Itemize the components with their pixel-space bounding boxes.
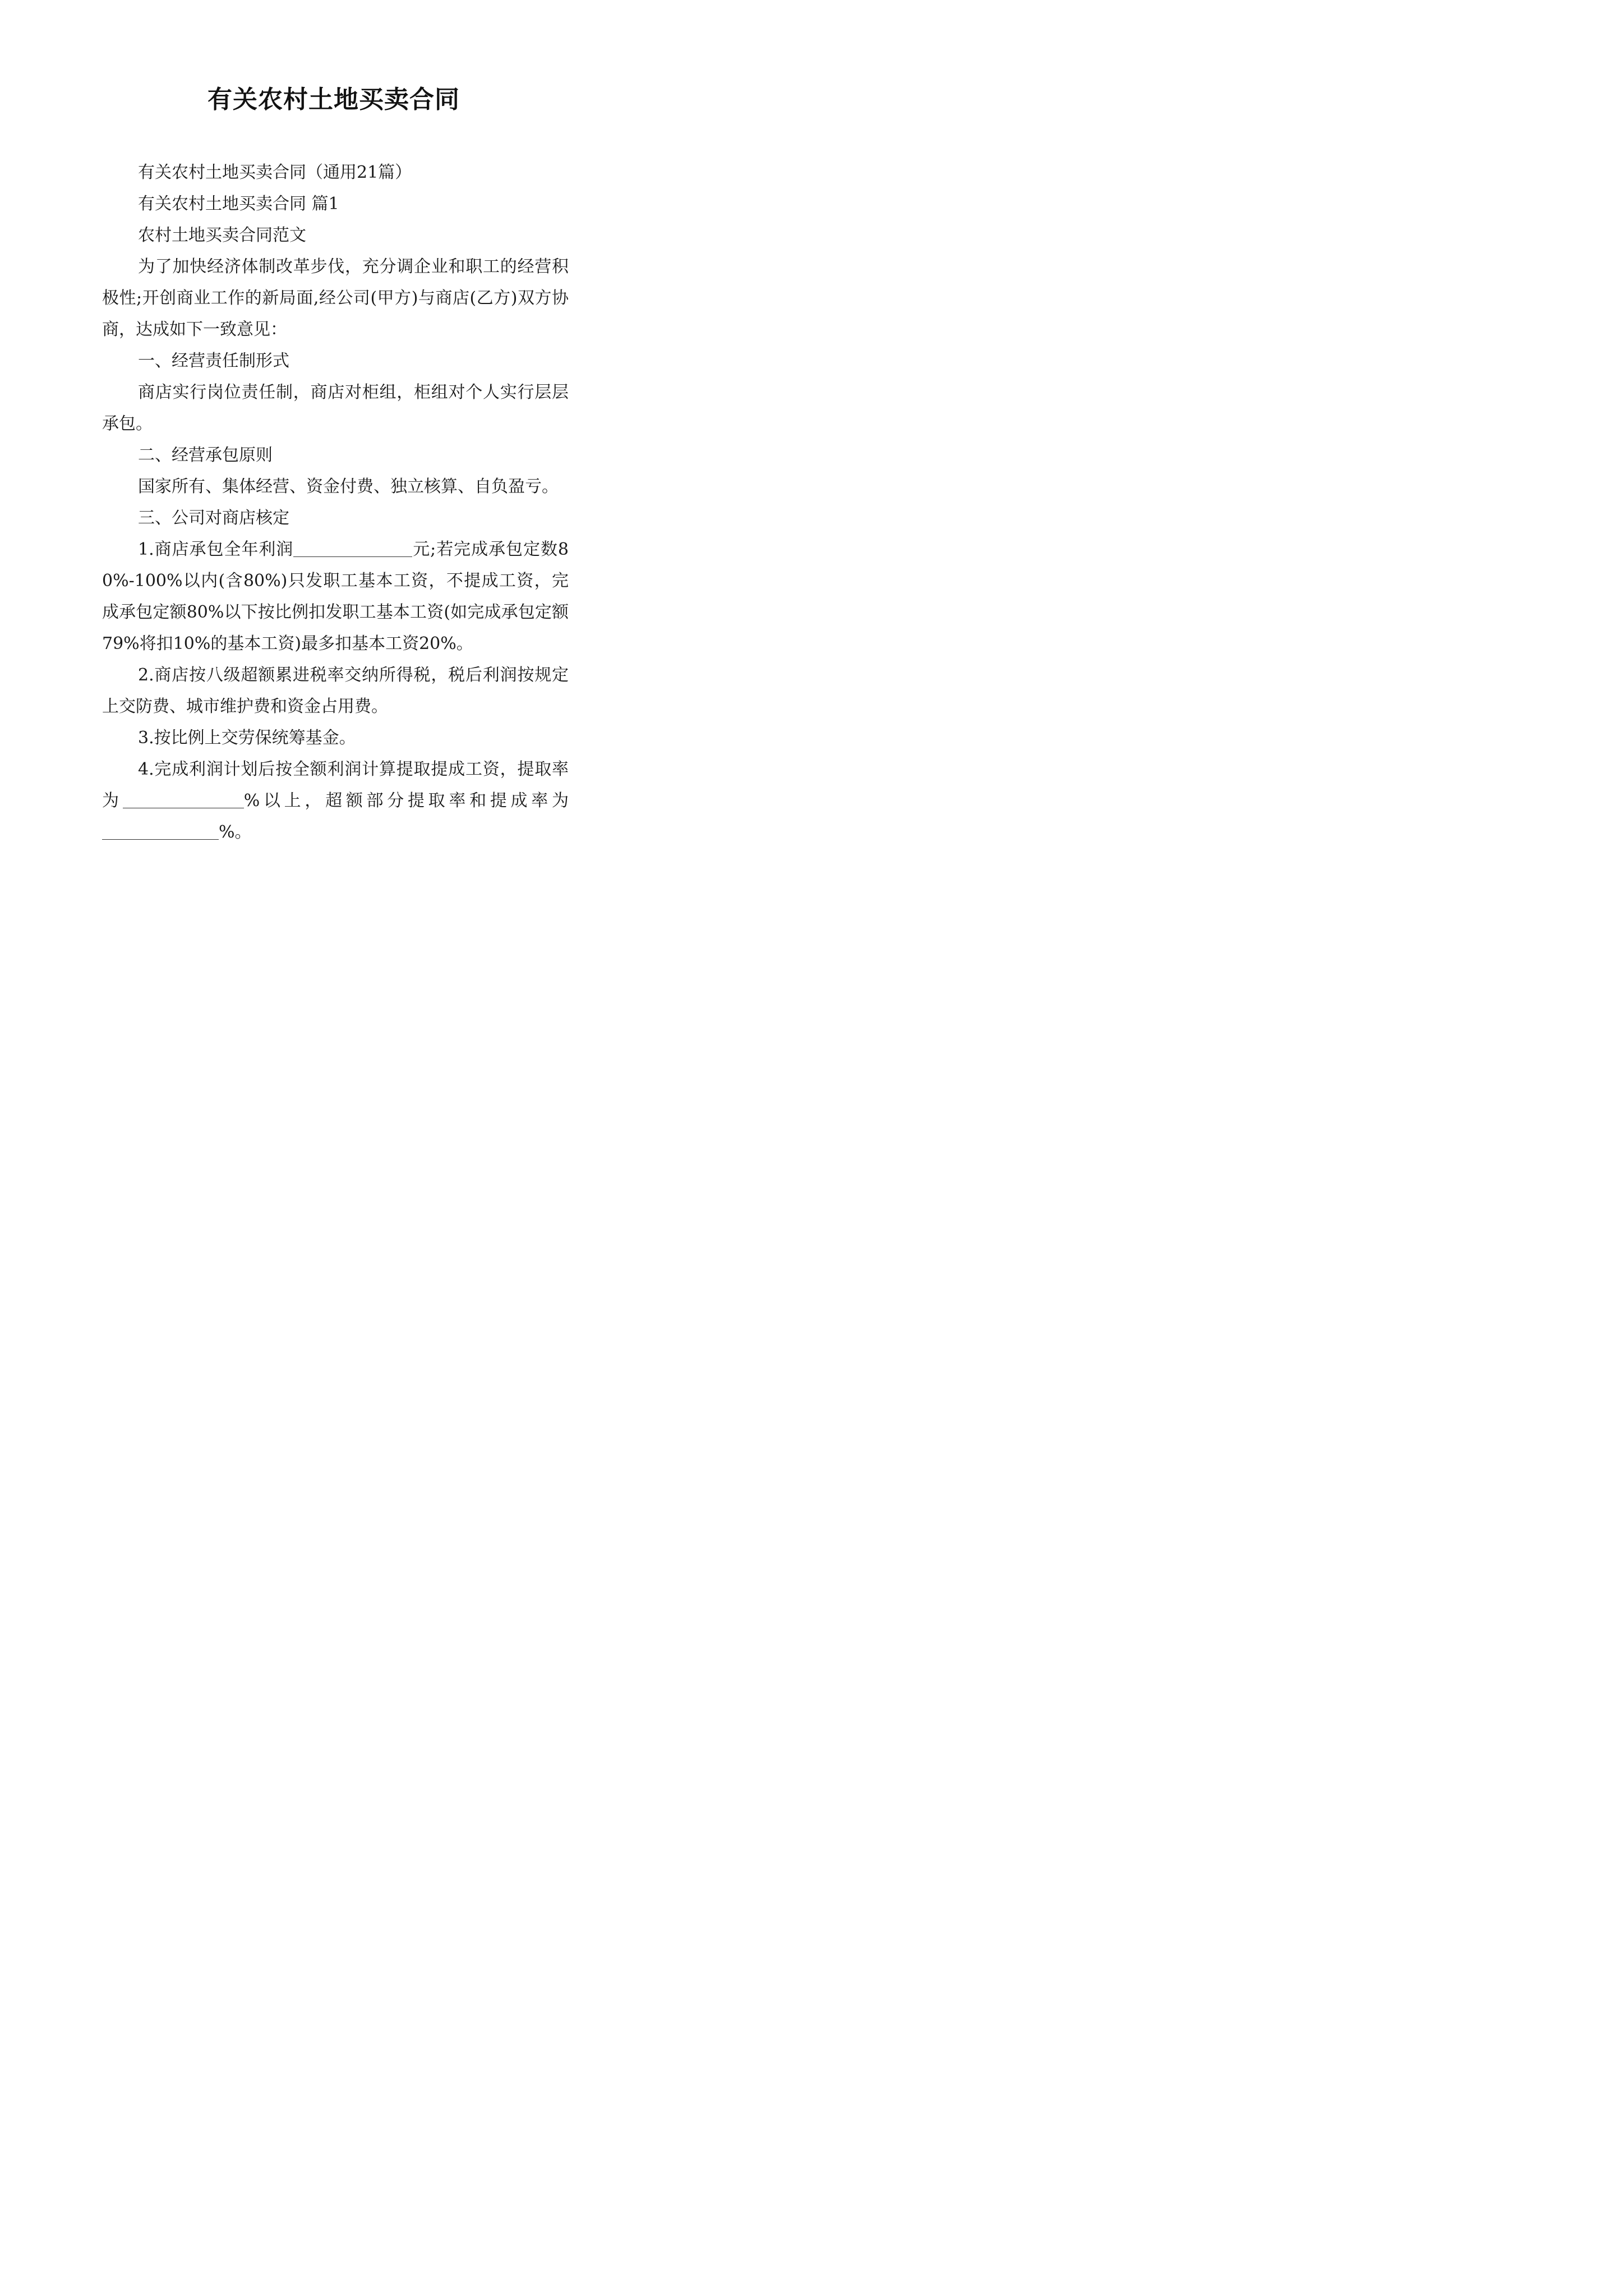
rate-blank-2 [102, 822, 219, 840]
item-2: 2.商店按八级超额累进税率交纳所得税，税后利润按规定上交防费、城市维护费和资金占用费。 [102, 665, 569, 716]
profit-blank [293, 540, 412, 557]
rate-blank-1 [123, 791, 244, 808]
clause-heading-1: 一、经营责任制形式 [138, 351, 289, 371]
clause-paragraph-1: 商店实行岗位责任制，商店对柜组，柜组对个人实行层层承包。 [102, 383, 569, 434]
document-body [102, 157, 569, 848]
item-4-text-end: %。 [219, 822, 252, 842]
contract-heading: 农村土地买卖合同范文 [138, 226, 306, 245]
item-3: 3.按比例上交劳保统筹基金。 [138, 728, 356, 748]
item-4-text-middle: %以上，超额部分提取率和提成率为 [243, 791, 569, 811]
clause-heading-2: 二、经营承包原则 [138, 445, 273, 465]
item-1 [102, 534, 569, 660]
document-page [0, 0, 667, 945]
clause-paragraph-2: 国家所有、集体经营、资金付费、独立核算、自负盈亏。 [138, 477, 559, 496]
item-4-text-start: 4.完成利润计划后按全额利润计算提取提成工资，提取率为 [102, 760, 569, 811]
item-1-text-start: 1.商店承包全年利润 [138, 540, 294, 559]
subtitle: 有关农村土地买卖合同（通用21篇） [138, 163, 412, 182]
intro-paragraph: 为了加快经济体制改革步伐，充分调企业和职工的经营积极性;开创商业工作的新局面,经公司(甲方)与商店(乙方)双方协商，达成如下一致意见： [102, 257, 569, 339]
document-title: 有关农村土地买卖合同 [208, 85, 460, 114]
item-1-text-end: 元;若完成承包定数80%-100%以内(含80%)只发职工基本工资，不提成工资，完成承包定额80%以下按比例扣发职工基本工资(如完成承包定额79%将扣10%的基本工资)最多扣基本工资20%。 [102, 540, 569, 654]
item-4 [102, 754, 569, 848]
clause-heading-3: 三、公司对商店核定 [138, 508, 289, 528]
section-label: 有关农村土地买卖合同 篇1 [138, 194, 339, 214]
